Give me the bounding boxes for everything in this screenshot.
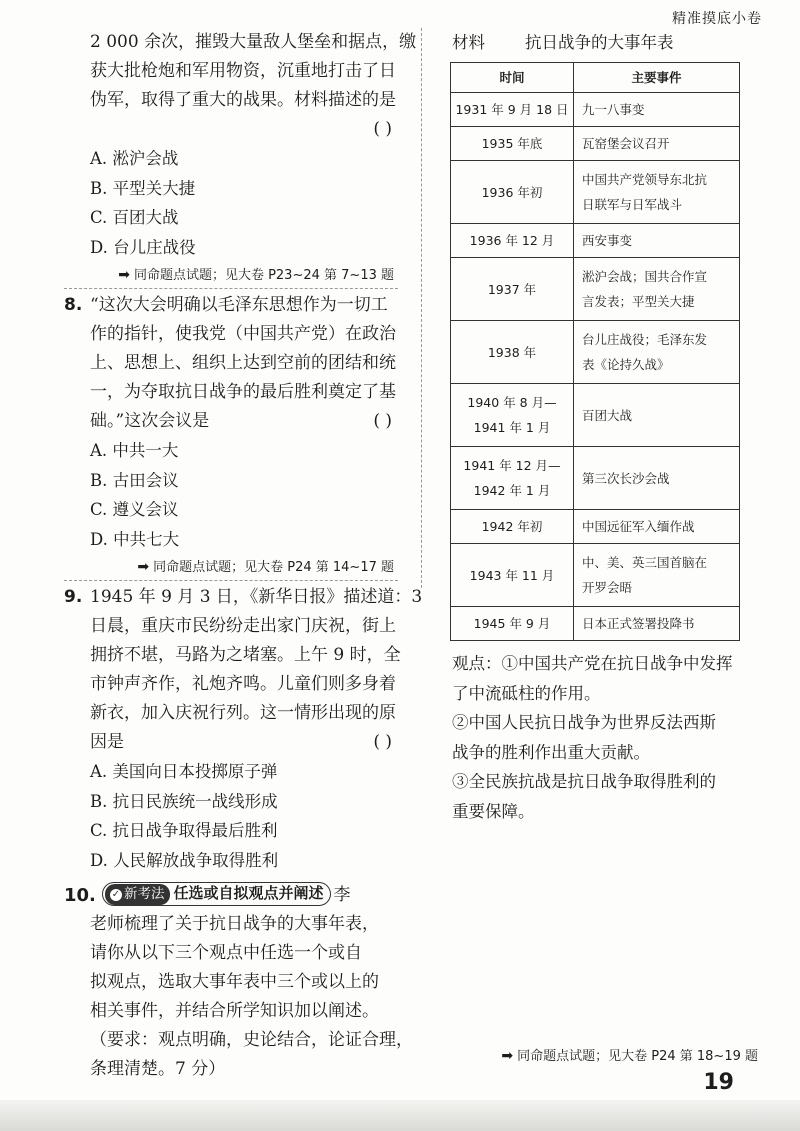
- time-cell-line: 1936 年初: [481, 184, 543, 200]
- q10-line: 相关事件，并结合所学知识加以阐述。: [90, 1001, 379, 1021]
- q9-line-text: 因是: [90, 732, 124, 752]
- event-cell: [574, 384, 740, 447]
- question-10: [64, 881, 413, 1084]
- badge-tag: [105, 884, 170, 905]
- q7-reference-text: 同命题点试题；见大卷 P23~24 第 7~13 题: [133, 268, 394, 283]
- event-cell: [574, 447, 740, 510]
- q9-option-b[interactable]: B. 抗日民族统一战线形成: [90, 791, 278, 811]
- q7-line: 2 000 余次，摧毁大量敌人堡垒和据点，缴: [90, 32, 417, 52]
- time-cell: [451, 384, 574, 447]
- time-cell-line: 1935 年底: [481, 136, 543, 151]
- time-cell: [451, 544, 574, 607]
- table-row: [451, 510, 740, 544]
- q9-option-a[interactable]: A. 美国向日本投掷原子弹: [90, 762, 278, 781]
- event-cell: [574, 224, 740, 258]
- time-cell: [451, 447, 574, 510]
- badge-text: 任选或自拟观点并阐述: [173, 884, 324, 902]
- event-cell-line: 日本正式签署投降书: [582, 616, 695, 631]
- viewpoints: [452, 649, 746, 826]
- material-heading: [432, 28, 746, 58]
- q7-option-a[interactable]: A. 淞沪会战: [90, 149, 179, 168]
- q9-line: 拥挤不堪，马路为之堵塞。上午 9 时，全: [90, 645, 401, 665]
- q7-option-d[interactable]: D. 台儿庄战役: [90, 237, 196, 257]
- question-9: [64, 583, 423, 875]
- event-cell-line: 九一八事变: [582, 102, 645, 117]
- time-cell: [451, 224, 574, 258]
- table-row: [451, 161, 740, 224]
- right-column: [432, 28, 746, 826]
- q9-line: [64, 583, 423, 612]
- event-cell-line: 中国远征军入缅作战: [582, 519, 695, 534]
- event-cell: [574, 127, 740, 161]
- event-cell: [574, 510, 740, 544]
- q8-number: 8.: [64, 295, 83, 315]
- event-cell: [574, 93, 740, 127]
- event-cell: [574, 258, 740, 321]
- time-cell: [451, 161, 574, 224]
- q8-line-last: [64, 407, 398, 436]
- time-cell: [451, 321, 574, 384]
- time-cell: [451, 258, 574, 321]
- time-cell-line: 1941 年 1 月: [473, 420, 551, 435]
- event-cell-line: 中国共产党领导东北抗: [582, 172, 708, 187]
- event-cell-line: 开罗会晤: [582, 580, 633, 595]
- q8-line-text: 础。”这次会议是: [90, 411, 210, 431]
- table-row: [451, 544, 740, 607]
- q8-reference-text: 同命题点试题；见大卷 P24 第 14~17 题: [153, 560, 394, 575]
- event-cell-line: 言发表；平型关大捷: [582, 294, 695, 309]
- event-cell-line: 台儿庄战役；毛泽东发: [582, 332, 708, 347]
- time-cell-line: 1940 年 8 月—: [467, 395, 557, 410]
- q9-option-c[interactable]: C. 抗日战争取得最后胜利: [90, 821, 278, 840]
- q10-line-tail: 李: [333, 885, 351, 905]
- question-7-continued: [64, 28, 417, 289]
- q8-option-d[interactable]: D. 中共七大: [90, 529, 180, 549]
- q10-line: 老师梳理了关于抗日战争的大事年表，: [90, 914, 379, 934]
- q7-answer-blank[interactable]: ( ): [373, 119, 392, 139]
- event-cell-line: 日联军与日军战斗: [582, 197, 683, 212]
- q9-number: 9.: [64, 587, 83, 607]
- time-cell-line: 1942 年 1 月: [473, 483, 551, 498]
- viewpoint-line: ②中国人民抗日战争为世界反法西斯: [452, 713, 716, 732]
- table-row: [451, 384, 740, 447]
- table-row: [451, 447, 740, 510]
- event-cell-line: 中、美、英三国首脑在: [582, 555, 708, 570]
- event-cell: [574, 607, 740, 641]
- time-cell-line: 1941 年 12 月—: [463, 458, 561, 473]
- time-cell: [451, 510, 574, 544]
- event-cell-line: 百团大战: [582, 407, 633, 423]
- q7-reference: [64, 264, 398, 289]
- time-cell-line: 1937 年: [487, 281, 537, 297]
- table-row: [451, 607, 740, 641]
- table-row: [451, 93, 740, 127]
- time-cell: [451, 127, 574, 161]
- q10-line: [64, 881, 398, 910]
- q8-line: 作的指针，使我党（中国共产党）在政治: [90, 324, 396, 344]
- lightbulb-icon: ✓: [111, 889, 121, 900]
- time-cell-line: 1945 年 9 月: [473, 616, 551, 631]
- event-cell-line: 西安事变: [582, 233, 633, 248]
- q9-option-d[interactable]: D. 人民解放战争取得胜利: [90, 850, 279, 870]
- time-cell: [451, 93, 574, 127]
- table-row: [451, 258, 740, 321]
- q7-line: 获大批枪炮和军用物资，沉重地打击了日: [90, 61, 396, 81]
- q8-option-b[interactable]: B. 古田会议: [90, 470, 179, 490]
- q8-line: [64, 291, 398, 320]
- event-cell-line: 第三次长沙会战: [582, 470, 670, 486]
- footer-reference-text: 同命题点试题；见大卷 P24 第 18~19 题: [517, 1049, 758, 1064]
- event-cell-line: 表《论持久战》: [582, 357, 670, 372]
- q10-number: 10.: [64, 885, 96, 906]
- viewpoint-line: 重要保障。: [452, 801, 535, 821]
- time-cell-line: 1936 年 12 月: [469, 233, 555, 248]
- q9-line: 日晨，重庆市民纷纷走出家门庆祝，街上: [90, 616, 396, 636]
- q7-option-b[interactable]: B. 平型关大捷: [90, 178, 196, 198]
- q7-line: 伪军，取得了重大的战果。材料描述的是: [90, 90, 396, 110]
- arrow-right-icon: ➡: [137, 559, 150, 575]
- viewpoint-line: 战争的胜利作出重大贡献。: [452, 742, 650, 762]
- header-event: 主要事件: [574, 63, 740, 93]
- event-cell: [574, 161, 740, 224]
- q7-option-c[interactable]: C. 百团大战: [90, 208, 179, 227]
- q8-line: 一，为夺取抗日战争的最后胜利奠定了基: [90, 382, 396, 402]
- badge-tag-text: 新考法: [124, 886, 165, 902]
- q8-option-a[interactable]: A. 中共一大: [90, 441, 179, 460]
- event-cell-line: 瓦窑堡会议召开: [582, 136, 670, 151]
- q8-line: 上、思想上、组织上达到空前的团结和统: [90, 353, 396, 373]
- column-divider: [421, 28, 422, 588]
- q9-answer-blank[interactable]: ( ): [373, 732, 392, 752]
- q10-line: （要求：观点明确，史论结合，论证合理，: [90, 1030, 413, 1050]
- new-method-badge: [102, 882, 331, 906]
- page-header-title: 精准摸底小卷: [672, 11, 762, 27]
- time-cell-line: 1938 年: [487, 344, 537, 360]
- q9-line: 市钟声齐作，礼炮齐鸣。儿童们则多身着: [90, 674, 396, 694]
- table-row: [451, 321, 740, 384]
- q8-answer-blank[interactable]: ( ): [373, 411, 392, 431]
- viewpoint-line: 了中流砥柱的作用。: [452, 683, 601, 703]
- table-row: [451, 127, 740, 161]
- q8-option-c[interactable]: C. 遵义会议: [90, 500, 179, 519]
- viewpoint-line: ③全民族抗战是抗日战争取得胜利的: [452, 772, 716, 791]
- time-cell-line: 1943 年 11 月: [469, 567, 555, 583]
- time-cell-line: 1931 年 9 月 18 日: [455, 102, 569, 117]
- q10-line: 请你从以下三个观点中任选一个或自: [90, 943, 362, 963]
- material-title: 抗日战争的大事年表: [525, 33, 674, 52]
- q10-line: 拟观点，选取大事年表中三个或以上的: [90, 972, 379, 992]
- header-time: 时间: [451, 63, 574, 93]
- arrow-right-icon: ➡: [501, 1048, 514, 1064]
- q10-line: 条理清楚。7 分）: [90, 1059, 226, 1079]
- event-cell: [574, 321, 740, 384]
- page-number: 19: [703, 1070, 734, 1095]
- table-row: [451, 224, 740, 258]
- timeline-table: [450, 62, 740, 641]
- footer-reference: [501, 1046, 758, 1067]
- q9-line-last: [64, 728, 398, 757]
- event-cell: [574, 544, 740, 607]
- q8-line-text: “这次大会明确以毛泽东思想作为一切工: [90, 295, 388, 315]
- left-column: [64, 28, 423, 1084]
- time-cell-line: 1942 年初: [481, 519, 543, 534]
- q8-reference: [64, 556, 398, 581]
- page-bottom-shadow: [0, 1100, 800, 1131]
- q9-line-text: 1945 年 9 月 3 日，《新华日报》描述道：3: [90, 587, 423, 607]
- event-cell-line: 淞沪会战；国共合作宣: [582, 269, 708, 284]
- time-cell: [451, 607, 574, 641]
- table-header-row: [451, 63, 740, 93]
- timeline-body: [451, 93, 740, 641]
- material-label: 材料: [452, 33, 485, 52]
- q9-line: 新衣，加入庆祝行列。这一情形出现的原: [90, 703, 396, 723]
- question-8: [64, 291, 398, 581]
- arrow-right-icon: ➡: [118, 267, 130, 283]
- viewpoint-line: 观点：①中国共产党在抗日战争中发挥: [452, 654, 733, 673]
